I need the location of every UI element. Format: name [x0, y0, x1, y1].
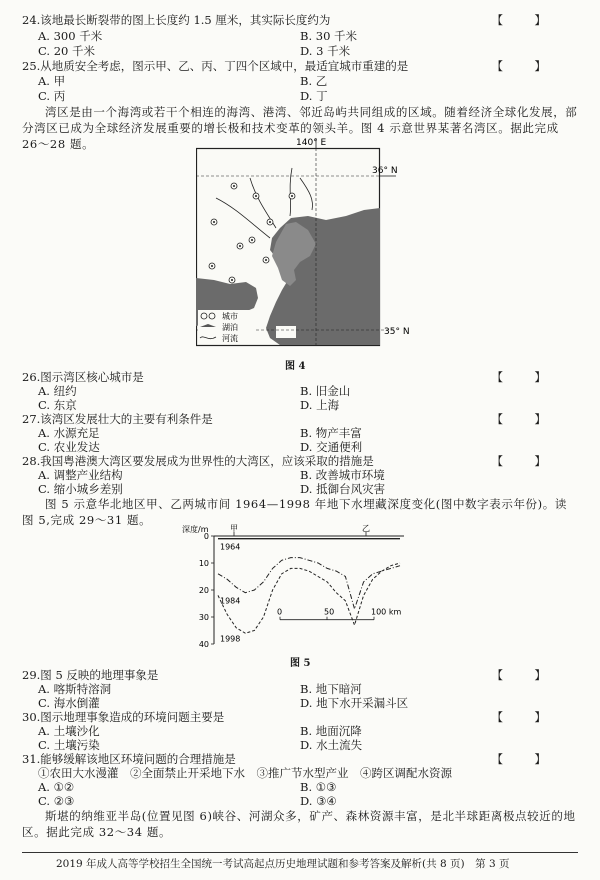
q27-option-a[interactable]: A. 水源充足 — [38, 426, 100, 440]
legend-river-label: 河流 — [222, 334, 238, 343]
figure-5-caption: 图 5 — [290, 658, 311, 669]
q27-option-d[interactable]: D. 交通便利 — [300, 440, 363, 454]
figure-5-groundwater-chart — [180, 522, 420, 650]
q29-option-c[interactable]: C. 海水倒灌 — [38, 696, 100, 710]
q26-option-a[interactable]: A. 纽约 — [38, 384, 77, 398]
q24-stem: 24.该地最长断裂带的图上长度约 1.5 厘米，其实际长度约为 — [22, 13, 331, 27]
q29-stem: 29.图 5 反映的地理事象是 — [22, 668, 159, 682]
legend-city-label: 城市 — [222, 312, 238, 321]
scale-tick-label: 0 — [277, 607, 283, 617]
q24-option-c[interactable]: C. 20 千米 — [38, 44, 95, 58]
y-tick-label: 30 — [198, 613, 209, 622]
series-line-1984 — [218, 558, 400, 609]
q30-stem: 30.图示地理事象造成的环境问题主要是 — [22, 710, 225, 724]
figure-4-bay-map — [196, 138, 416, 360]
q27-stem: 27.该湾区发展壮大的主要有利条件是 — [22, 412, 213, 426]
y-tick-label: 40 — [198, 640, 209, 649]
q24-option-a[interactable]: A. 300 千米 — [38, 29, 103, 43]
q24-answer-bracket[interactable]: 【 】 — [491, 13, 556, 27]
q28-stem: 28.我国粤港澳大湾区要发展成为世界性的大湾区，应该采取的措施是 — [22, 454, 374, 468]
q25-option-d[interactable]: D. 丁 — [300, 89, 328, 103]
intro-paragraph-scandinavia: 斯堪的纳维亚半岛(位置见图 6)峡谷、河湖众多，矿产、森林资源丰富，是北半球距离极点较近的地区。据此完成 32～34 题。 — [22, 809, 576, 839]
series-label-1964: 1964 — [220, 542, 241, 552]
q24-option-d[interactable]: D. 3 千米 — [300, 44, 351, 58]
q27-answer-bracket[interactable]: 【 】 — [491, 412, 556, 426]
intro-paragraph-groundwater: 图 5 示意华北地区甲、乙两城市间 1964—1998 年地下水埋藏深度变化(图中数字表示年份)。读图 5,完成 29～31 题。 — [22, 497, 567, 527]
y-tick-label: 0 — [203, 532, 209, 541]
q29-option-d[interactable]: D. 地下水开采漏斗区 — [300, 696, 409, 710]
series-label-1998: 1998 — [220, 634, 241, 644]
y-tick-label: 20 — [198, 586, 209, 595]
q31-option-b[interactable]: B. ①③ — [300, 780, 337, 794]
q27-option-c[interactable]: C. 农业发达 — [38, 440, 100, 454]
q25-option-b[interactable]: B. 乙 — [300, 74, 328, 88]
q28-option-d[interactable]: D. 抵御台风灾害 — [300, 482, 386, 496]
page-footer: 2019 年成人高等学校招生全国统一考试高起点历史地理试题和参考答案及解析(共 8 页) 第 3 页 — [56, 858, 510, 870]
q25-answer-bracket[interactable]: 【 】 — [491, 59, 556, 73]
q30-option-b[interactable]: B. 地面沉降 — [300, 724, 362, 738]
q30-option-a[interactable]: A. 土壤沙化 — [38, 724, 100, 738]
q26-stem: 26.图示湾区核心城市是 — [22, 370, 144, 384]
q31-measures: ①农田大水漫灌 ②全面禁止开采地下水 ③推广节水型产业 ④跨区调配水资源 — [38, 766, 452, 780]
series-line-1998 — [218, 563, 400, 633]
city-label-1: 乙 — [362, 524, 370, 533]
q30-option-d[interactable]: D. 水土流失 — [300, 738, 363, 752]
q28-answer-bracket[interactable]: 【 】 — [491, 454, 556, 468]
scale-tick-label: 100 km — [371, 607, 402, 617]
y-axis-label: 深度/m — [182, 525, 209, 534]
q31-stem: 31.能够缓解该地区环境问题的合理措施是 — [22, 752, 236, 766]
q31-option-c[interactable]: C. ②③ — [38, 794, 75, 808]
q26-option-d[interactable]: D. 上海 — [300, 398, 340, 412]
q25-option-c[interactable]: C. 丙 — [38, 89, 66, 103]
q29-answer-bracket[interactable]: 【 】 — [491, 668, 556, 682]
q31-option-d[interactable]: D. ③④ — [300, 794, 337, 808]
q28-option-b[interactable]: B. 改善城市环境 — [300, 468, 385, 482]
q25-option-a[interactable]: A. 甲 — [38, 74, 66, 88]
longitude-label: 140° E — [296, 138, 327, 148]
scale-tick-label: 50 — [324, 607, 335, 617]
q26-option-b[interactable]: B. 旧金山 — [300, 384, 351, 398]
q26-answer-bracket[interactable]: 【 】 — [491, 370, 556, 384]
latitude-label-bottom: 35° N — [384, 327, 410, 337]
q26-option-c[interactable]: C. 东京 — [38, 398, 77, 412]
q29-option-b[interactable]: B. 地下暗河 — [300, 682, 362, 696]
intro-paragraph-bay-area: 湾区是由一个海湾或若干个相连的海湾、港湾、邻近岛屿共同组成的区域。随着经济全球化发展，部分湾区已成为全球经济发展重要的增长极和技术变革的领头羊。图 4 示意世界某著名湾区。据此完成 26～28 题。 — [22, 105, 578, 151]
q30-option-c[interactable]: C. 土壤污染 — [38, 738, 100, 752]
q25-stem: 25.从地质安全考虑，图示甲、乙、丙、丁四个区域中，最适宜城市重建的是 — [22, 59, 409, 73]
q28-option-c[interactable]: C. 缩小城乡差别 — [38, 482, 123, 496]
latitude-label-top: 36° N — [372, 166, 398, 176]
q28-option-a[interactable]: A. 调整产业结构 — [38, 468, 123, 482]
q30-answer-bracket[interactable]: 【 】 — [491, 710, 556, 724]
city-label-0: 甲 — [230, 524, 238, 533]
q31-answer-bracket[interactable]: 【 】 — [491, 752, 556, 766]
q29-option-a[interactable]: A. 喀斯特溶洞 — [38, 682, 112, 696]
q24-option-b[interactable]: B. 30 千米 — [300, 29, 358, 43]
figure-4-caption: 图 4 — [285, 361, 306, 372]
q31-option-a[interactable]: A. ①② — [38, 780, 75, 794]
series-label-1984: 1984 — [220, 596, 241, 606]
q27-option-b[interactable]: B. 物产丰富 — [300, 426, 362, 440]
legend-lake-label: 湖泊 — [222, 323, 238, 332]
y-tick-label: 10 — [198, 559, 209, 568]
